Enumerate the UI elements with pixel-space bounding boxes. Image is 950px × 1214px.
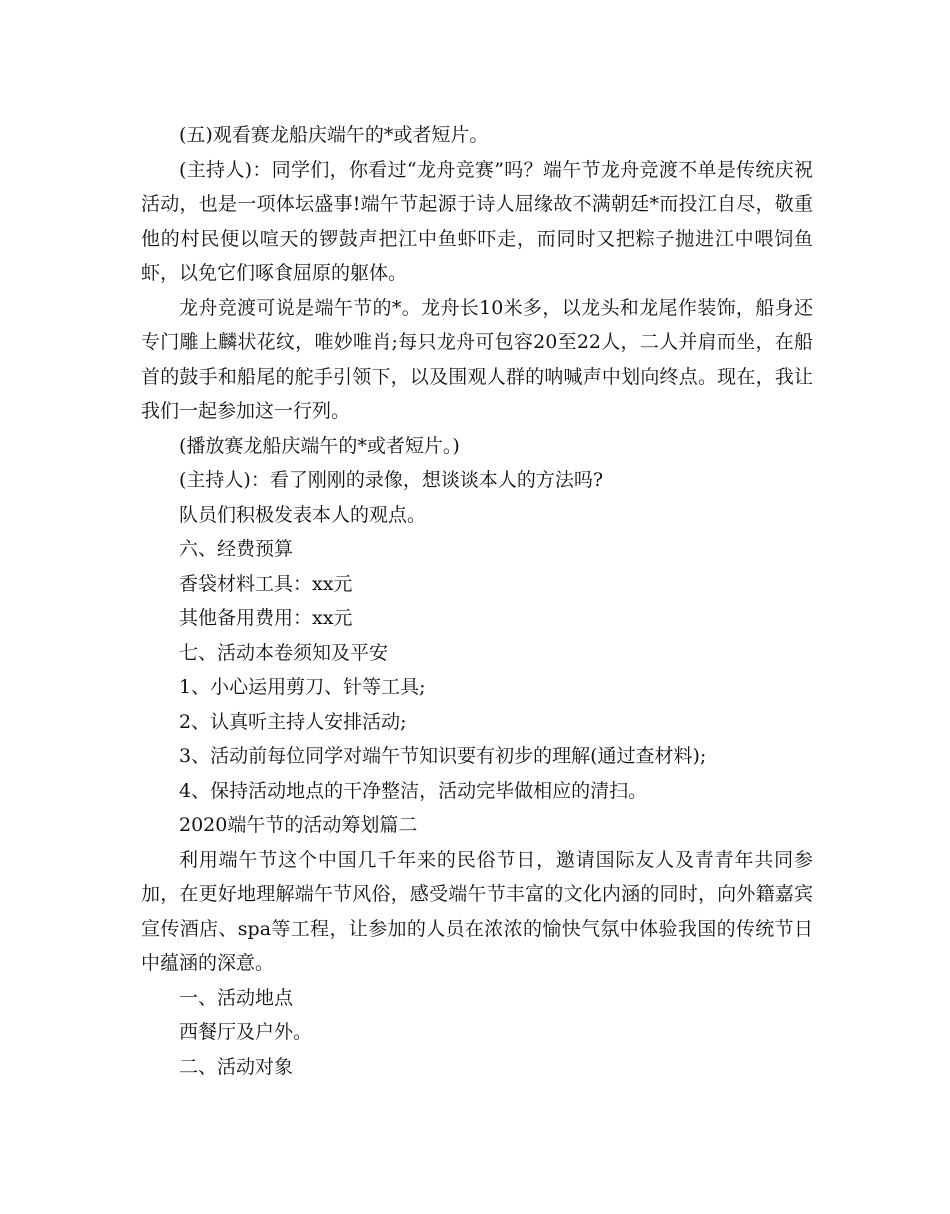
list-item: 1、小心运用剪刀、针等工具; xyxy=(179,676,426,698)
paragraph: 利用端午节这个中国几千年来的民俗节日，邀请国际友人及青青年共同参加，在更好地理解端午节风俗，感受端午节丰富的文化内涵的同时，向外籍嘉宾宣传酒店、spa等工程，让参加的人员在浓浓的愉快气氛中体验我国的传统节日中蕴涵的深意。 xyxy=(141,848,813,974)
paragraph: (播放赛龙船庆端午的*或者短片。) xyxy=(179,434,460,457)
list-item: 2、认真听主持人安排活动; xyxy=(179,710,407,733)
paragraph: (主持人)：看了刚刚的录像，想谈谈本人的方法吗? xyxy=(179,469,604,491)
paragraph: 香袋材料工具：xx元 xyxy=(179,572,353,595)
section-heading: 二、活动对象 xyxy=(179,1055,294,1078)
document-body xyxy=(141,118,813,1084)
article-title: 2020端午节的活动筹划篇二 xyxy=(179,814,418,836)
list-item: 4、保持活动地点的干净整洁，活动完毕做相应的清扫。 xyxy=(179,779,648,802)
paragraph: 队员们积极发表本人的观点。 xyxy=(179,503,427,526)
section-heading: 一、活动地点 xyxy=(179,986,294,1009)
list-item: 3、活动前每位同学对端午节知识要有初步的理解(通过查材料); xyxy=(179,745,707,767)
paragraph: 其他备用费用：xx元 xyxy=(179,607,353,629)
paragraph: (主持人)：同学们，你看过“龙舟竞赛”吗？端午节龙舟竞渡不单是传统庆祝活动，也是一项体坛盛事!端午节起源于诗人屈缘故不满朝廷*而投江自尽，敬重他的村民便以喧天的锣鼓声把江中鱼虾吓走，而同时又把粽子抛进江中喂饲鱼虾，以免它们啄食屈原的躯体。 xyxy=(141,158,813,284)
paragraph: 龙舟竞渡可说是端午节的*。龙舟长10米多，以龙头和龙尾作装饰，船身还专门雕上麟状花纹，唯妙唯肖;每只龙舟可包容20至22人，二人并肩而坐，在船首的鼓手和船尾的舵手引领下，以及围观人群的呐喊声中划向终点。现在，我让我们一起参加这一行列。 xyxy=(141,296,813,422)
section-heading: 六、经费预算 xyxy=(179,538,294,560)
paragraph: 西餐厅及户外。 xyxy=(179,1021,313,1043)
section-heading: 七、活动本卷须知及平安 xyxy=(179,641,389,664)
paragraph: (五)观看赛龙船庆端午的*或者短片。 xyxy=(179,124,489,146)
